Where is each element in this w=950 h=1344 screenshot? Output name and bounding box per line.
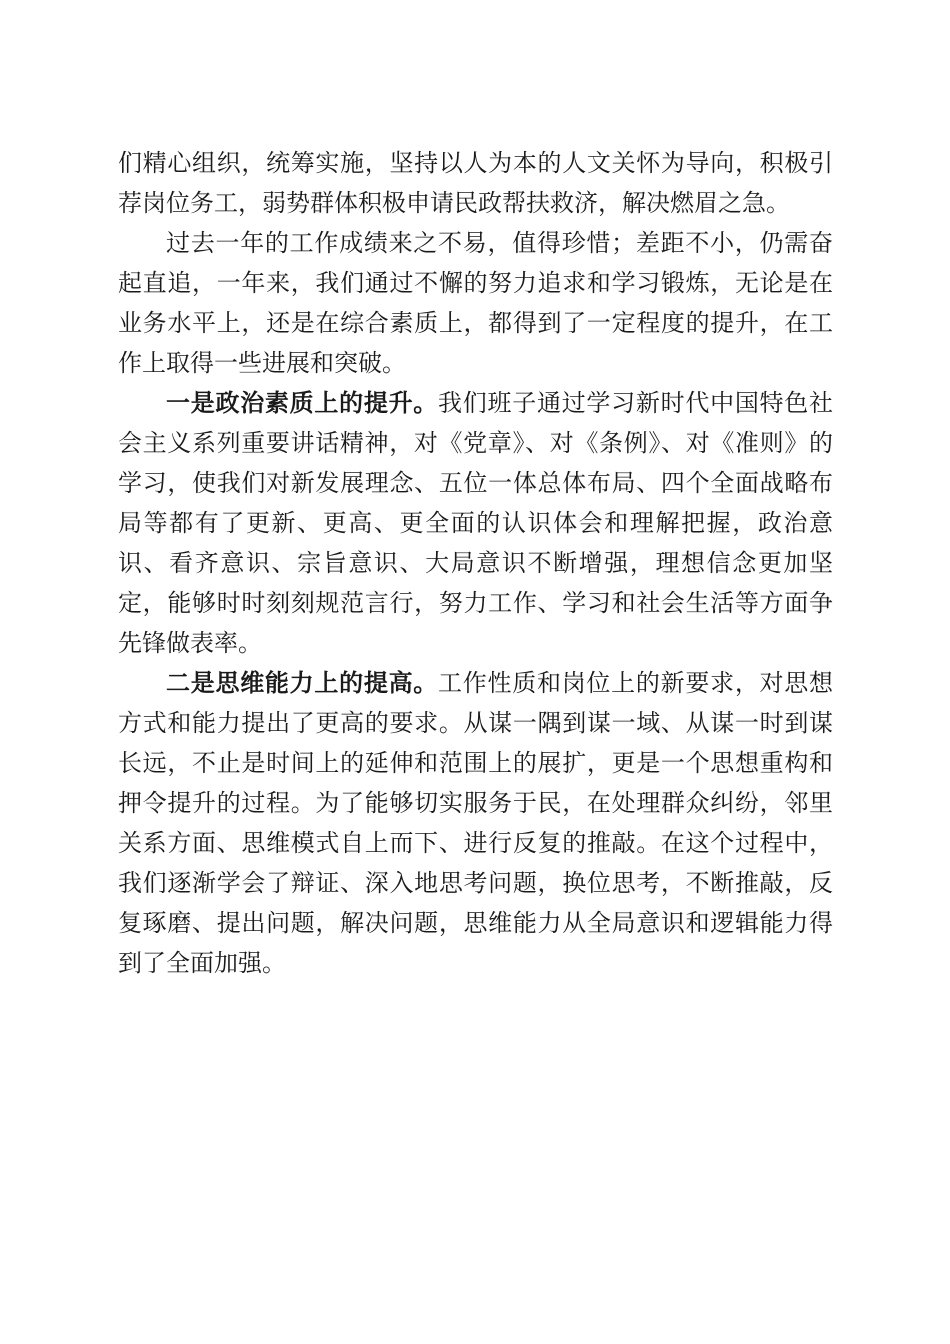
paragraph-text: 工作性质和岗位上的新要求，对思想方式和能力提出了更高的要求。从谋一隅到谋一域、从谋一时到谋长远，不止是时间上的延伸和范围上的展扩，更是一个思想重构和押令提升的过程。为了能够切实服务于民，在处理群众纠纷，邻里关系方面、思维模式自上而下、进行反复的推敲。在这个过程中，我们逐渐学会了辩证、深入地思考问题，换位思考，不断推敲，反复琢磨、提出问题，解决问题，思维能力从全局意识和逻辑能力得到了全面加强。 xyxy=(118,669,834,977)
paragraph-continuation xyxy=(118,143,833,223)
paragraph-achievements xyxy=(118,223,833,383)
paragraph-heading: 二是思维能力上的提高。 xyxy=(166,669,439,697)
document-body xyxy=(118,143,833,983)
paragraph-text: 们精心组织，统筹实施，坚持以人为本的人文关怀为导向，积极引荐岗位务工，弱势群体积极申请民政帮扶救济，解决燃眉之急。 xyxy=(118,149,833,217)
paragraph-political-quality xyxy=(118,383,833,663)
paragraph-thinking-ability xyxy=(118,663,833,983)
paragraph-heading: 一是政治素质上的提升。 xyxy=(166,389,439,417)
paragraph-text: 过去一年的工作成绩来之不易，值得珍惜；差距不小，仍需奋起直追，一年来，我们通过不懈的努力追求和学习锻炼，无论是在业务水平上，还是在综合素质上，都得到了一定程度的提升，在工作上取得一些进展和突破。 xyxy=(118,229,833,377)
paragraph-text: 我们班子通过学习新时代中国特色社会主义系列重要讲话精神，对《党章》、对《条例》、对《准则》的学习，使我们对新发展理念、五位一体总体布局、四个全面战略布局等都有了更新、更高、更全面的认识体会和理解把握，政治意识、看齐意识、宗旨意识、大局意识不断增强，理想信念更加坚定，能够时时刻刻规范言行，努力工作、学习和社会生活等方面争先锋做表率。 xyxy=(118,389,834,657)
